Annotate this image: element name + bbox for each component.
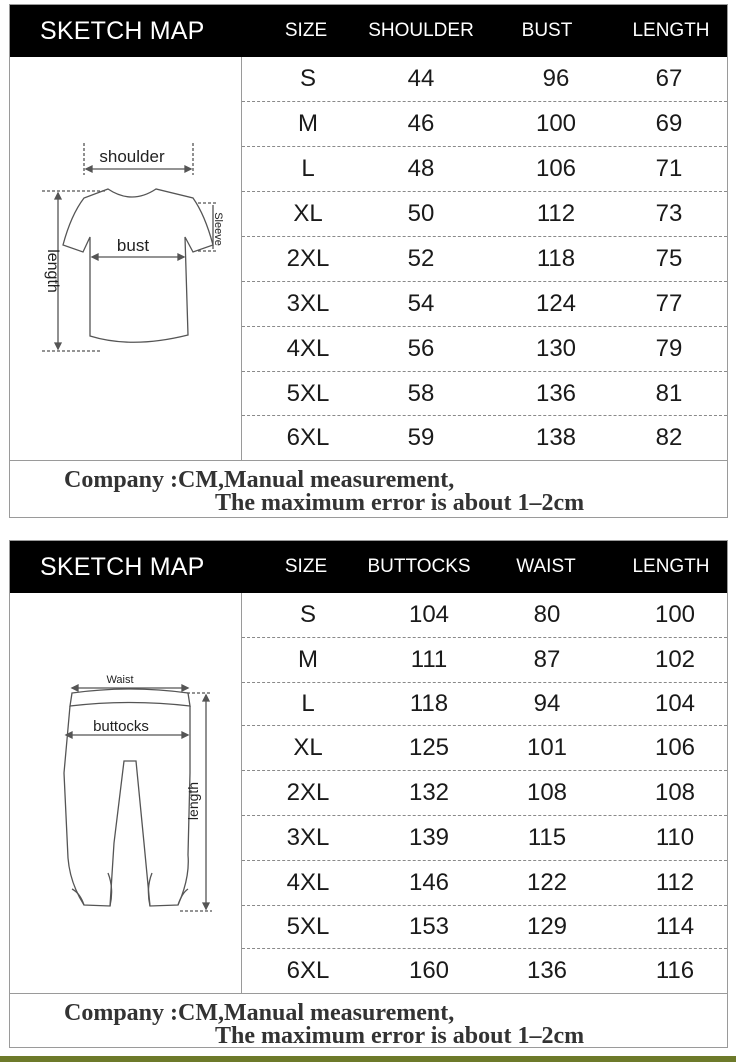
tshirt-diagram [10,57,242,460]
bust-cell: 112 [536,200,576,227]
size-cell: 3XL [286,290,330,317]
waist-cell: 122 [526,869,568,896]
note-line-2: The maximum error is about 1–2cm [215,1023,585,1049]
pants-diagram [10,593,242,993]
length-cell: 100 [654,601,696,628]
table-row [242,192,727,237]
pants-size-rows [242,593,727,993]
size-cell: XL [293,200,323,227]
shoulder-cell: 59 [407,424,435,451]
table-row [242,906,727,949]
length-cell: 69 [655,110,683,137]
size-cell: S [299,65,317,92]
length-label: length [185,781,201,821]
waist-cell: 108 [526,779,568,806]
length-cell: 112 [655,869,695,896]
size-cell: 3XL [286,824,330,851]
bust-cell: 118 [536,245,576,272]
waist-cell: 129 [526,913,568,940]
length-cell: 114 [655,913,695,940]
shoulder-cell: 58 [407,379,435,407]
length-cell: 75 [655,245,683,272]
size-column-header: SIZE [284,556,328,577]
table-row [242,771,727,816]
length-cell: 102 [654,646,696,673]
sleeve-label: Sleeve [212,212,224,246]
tshirt-outline [63,189,213,342]
shirt-sketch-panel [10,57,242,460]
size-cell: L [301,155,315,182]
length-cell: 73 [655,200,683,227]
buttocks-cell: 132 [408,779,450,806]
buttocks-label: buttocks [93,718,149,735]
waist-cell: 115 [527,824,567,851]
size-cell: XL [293,734,323,761]
size-cell: L [301,690,315,717]
table-row [242,282,727,327]
size-cell: 4XL [286,335,330,362]
size-cell: M [298,646,318,673]
table-row [242,593,727,638]
buttocks-cell: 139 [408,824,450,851]
table-row [242,949,727,993]
length-cell: 67 [655,65,683,92]
shoulder-cell: 44 [407,65,435,92]
waist-cell: 80 [533,601,561,628]
length-column-header: LENGTH [632,20,710,41]
bust-cell: 96 [542,65,570,92]
table-row [242,861,727,906]
buttocks-cell: 111 [410,646,448,673]
shoulder-cell: 50 [407,200,435,227]
waist-cell: 94 [533,690,561,717]
note-line-2: The maximum error is about 1–2cm [215,490,585,516]
size-cell: S [299,601,317,628]
size-cell: 4XL [286,869,330,896]
sketch-map-heading: SKETCH MAP [40,17,205,45]
size-cell: 5XL [286,379,330,407]
table-row [242,237,727,282]
bust-cell: 136 [535,379,577,407]
table-row [242,816,727,861]
waist-cell: 87 [533,646,561,673]
note-line-1: Company :CM,Manual measurement, [64,467,455,493]
size-cell: 2XL [286,779,330,806]
length-cell: 82 [655,424,683,451]
measurement-note [10,460,727,519]
bust-label: bust [116,236,150,255]
table-row [242,726,727,771]
buttocks-cell: 146 [408,869,450,896]
length-cell: 106 [654,734,696,761]
pants-sketch-panel [10,593,242,993]
length-cell: 108 [654,779,696,806]
waist-column-header: WAIST [516,556,576,577]
table-row [242,102,727,147]
size-cell: M [298,110,318,137]
waist-cell: 136 [526,957,568,984]
bottom-edge-strip [0,1056,736,1062]
table-row [242,372,727,416]
bust-cell: 106 [535,155,577,182]
buttocks-cell: 118 [409,690,449,717]
length-cell: 71 [655,155,683,182]
table-row [242,683,727,726]
waist-label: Waist [106,674,134,686]
length-cell: 79 [655,335,683,362]
shoulder-cell: 56 [407,335,435,362]
bust-cell: 138 [535,424,577,451]
sketch-map-heading: SKETCH MAP [40,553,205,581]
buttocks-cell: 153 [408,913,450,940]
shoulder-cell: 48 [407,155,435,182]
buttocks-cell: 104 [408,601,450,628]
bust-cell: 130 [535,335,577,362]
bust-cell: 100 [535,110,577,137]
table-header [10,5,727,57]
bust-column-header: BUST [521,20,573,41]
size-cell: 2XL [286,245,330,272]
length-cell: 77 [655,290,683,317]
shoulder-cell: 52 [407,245,435,272]
table-row [242,416,727,460]
length-cell: 116 [655,957,695,984]
buttocks-cell: 125 [408,734,450,761]
waist-cell: 101 [526,734,568,761]
shoulder-column-header: SHOULDER [368,20,474,41]
table-row [242,147,727,192]
length-cell: 104 [654,690,696,717]
table-row [242,57,727,102]
size-column-header: SIZE [284,20,328,41]
table-row [242,638,727,683]
pants-outline [70,689,190,706]
buttocks-column-header: BUTTOCKS [367,556,471,577]
length-cell: 110 [655,824,695,851]
size-cell: 6XL [286,424,330,451]
shirt-size-rows [242,57,727,460]
shoulder-label: shoulder [99,147,165,166]
measurement-note [10,993,727,1049]
length-column-header: LENGTH [632,556,710,577]
length-label: length [44,249,61,293]
shoulder-cell: 54 [407,290,435,317]
size-cell: 5XL [286,913,330,940]
note-line-1: Company :CM,Manual measurement, [64,1000,455,1026]
buttocks-cell: 160 [408,957,450,984]
table-header [10,541,727,593]
table-row [242,327,727,372]
bust-cell: 124 [535,290,577,317]
shoulder-cell: 46 [407,110,435,137]
shirt-size-chart [9,4,728,518]
size-cell: 6XL [286,957,330,984]
length-cell: 81 [655,379,683,407]
pants-size-chart [9,540,728,1048]
